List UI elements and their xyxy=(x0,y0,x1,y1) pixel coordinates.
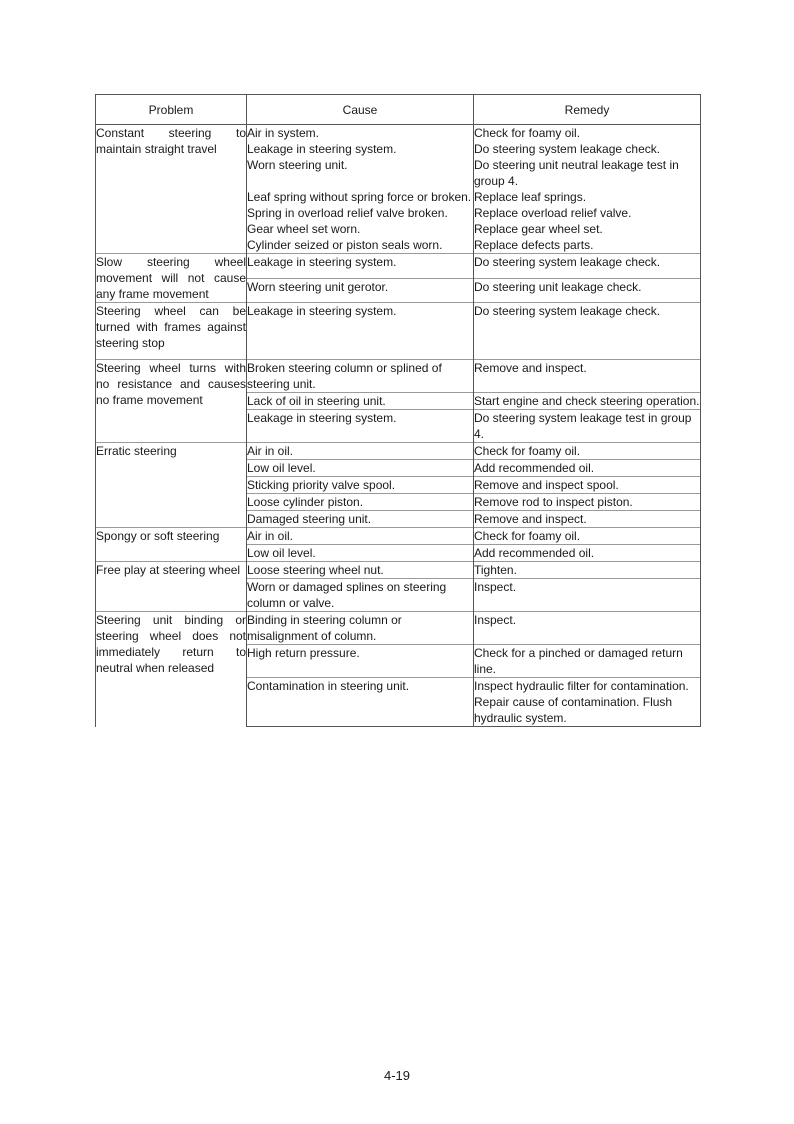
cause-cell: Cylinder seized or piston seals worn. xyxy=(247,237,474,254)
problem-cell: Steering unit binding or steering wheel does not immediately return to neutral when released xyxy=(96,612,247,727)
cause-cell: Loose steering wheel nut. xyxy=(247,562,474,579)
remedy-cell: Check for foamy oil. xyxy=(474,125,701,142)
table-row xyxy=(96,443,701,460)
problem-cell: Constant steering to maintain straight travel xyxy=(96,125,247,254)
cause-cell: Low oil level. xyxy=(247,460,474,477)
header-problem: Problem xyxy=(96,95,247,125)
problem-group xyxy=(96,612,701,727)
remedy-cell: Replace leaf springs. xyxy=(474,189,701,205)
remedy-cell: Do steering system leakage check. xyxy=(474,303,701,360)
problem-group xyxy=(96,443,701,528)
remedy-cell: Replace gear wheel set. xyxy=(474,221,701,237)
problem-cell: Steering wheel can be turned with frames against steering stop xyxy=(96,303,247,360)
remedy-cell: Add recommended oil. xyxy=(474,545,701,562)
remedy-cell: Do steering unit neutral leakage test in group 4. xyxy=(474,157,701,189)
table-row xyxy=(96,528,701,545)
remedy-cell: Replace defects parts. xyxy=(474,237,701,254)
table-row xyxy=(96,125,701,142)
remedy-cell: Do steering system leakage check. xyxy=(474,254,701,279)
table-row xyxy=(96,303,701,360)
remedy-cell: Replace overload relief valve. xyxy=(474,205,701,221)
problem-group xyxy=(96,303,701,360)
cause-cell: Worn steering unit. xyxy=(247,157,474,189)
troubleshooting-table xyxy=(95,94,701,727)
header-remedy: Remedy xyxy=(474,95,701,125)
cause-cell: Broken steering column or splined of steering unit. xyxy=(247,360,474,393)
cause-cell: Leakage in steering system. xyxy=(247,303,474,360)
problem-cell: Steering wheel turns with no resistance and causes no frame movement xyxy=(96,360,247,443)
problem-cell: Free play at steering wheel xyxy=(96,562,247,612)
remedy-cell: Add recommended oil. xyxy=(474,460,701,477)
problem-cell: Spongy or soft steering xyxy=(96,528,247,562)
remedy-cell: Start engine and check steering operation. xyxy=(474,394,700,408)
header-row xyxy=(96,95,701,125)
cause-cell: Loose cylinder piston. xyxy=(247,494,474,511)
table-row xyxy=(96,254,701,279)
remedy-cell: Inspect. xyxy=(474,579,701,612)
cause-cell: High return pressure. xyxy=(247,645,474,678)
table-row xyxy=(96,360,701,393)
remedy-cell: Inspect. xyxy=(474,612,701,645)
cause-cell: Gear wheel set worn. xyxy=(247,221,474,237)
page-number: 4-19 xyxy=(383,1068,411,1083)
cause-cell: Lack of oil in steering unit. xyxy=(247,393,474,410)
remedy-cell: Do steering system leakage test in group 4. xyxy=(474,410,701,443)
cause-cell: Leakage in steering system. xyxy=(247,410,474,443)
remedy-cell: Check for a pinched or damaged return line. xyxy=(474,645,701,678)
remedy-cell: Do steering system leakage check. xyxy=(474,141,701,157)
cause-cell: Leaf spring without spring force or broken. xyxy=(247,189,474,205)
problem-group xyxy=(96,360,701,443)
problem-cell: Slow steering wheel movement will not cause any frame movement xyxy=(96,255,246,301)
cause-cell: Spring in overload relief valve broken. xyxy=(247,205,474,221)
cause-cell: Air in oil. xyxy=(247,443,474,460)
remedy-cell: Do steering unit leakage check. xyxy=(474,278,701,303)
cause-cell: Sticking priority valve spool. xyxy=(247,477,474,494)
problem-cell: Erratic steering xyxy=(96,443,247,528)
cause-cell: Worn or damaged splines on steering column or valve. xyxy=(247,579,474,612)
cause-cell: Leakage in steering system. xyxy=(247,141,474,157)
problem-group xyxy=(96,562,701,612)
cause-cell: Worn steering unit gerotor. xyxy=(247,278,474,303)
remedy-cell: Remove and inspect spool. xyxy=(474,477,701,494)
remedy-cell: Remove rod to inspect piston. xyxy=(474,494,701,511)
remedy-cell: Remove and inspect. xyxy=(474,360,701,393)
cause-cell: Contamination in steering unit. xyxy=(247,678,474,727)
header-cause: Cause xyxy=(247,95,474,125)
remedy-cell: Check for foamy oil. xyxy=(474,528,701,545)
remedy-cell: Check for foamy oil. xyxy=(474,443,701,460)
table-row xyxy=(96,612,701,645)
problem-group xyxy=(96,254,701,303)
cause-cell: Low oil level. xyxy=(247,545,474,562)
problem-group xyxy=(96,528,701,562)
problem-group xyxy=(96,125,701,254)
cause-cell: Damaged steering unit. xyxy=(247,511,474,528)
remedy-cell: Tighten. xyxy=(474,562,701,579)
cause-cell: Leakage in steering system. xyxy=(247,254,474,279)
remedy-cell: Remove and inspect. xyxy=(474,511,701,528)
cause-cell: Binding in steering column or misalignment of column. xyxy=(247,612,474,645)
cause-cell: Air in oil. xyxy=(247,528,474,545)
cause-cell: Air in system. xyxy=(247,125,474,142)
remedy-cell: Inspect hydraulic filter for contamination. Repair cause of contamination. Flush hydraulic system. xyxy=(474,678,701,727)
table-row xyxy=(96,562,701,579)
